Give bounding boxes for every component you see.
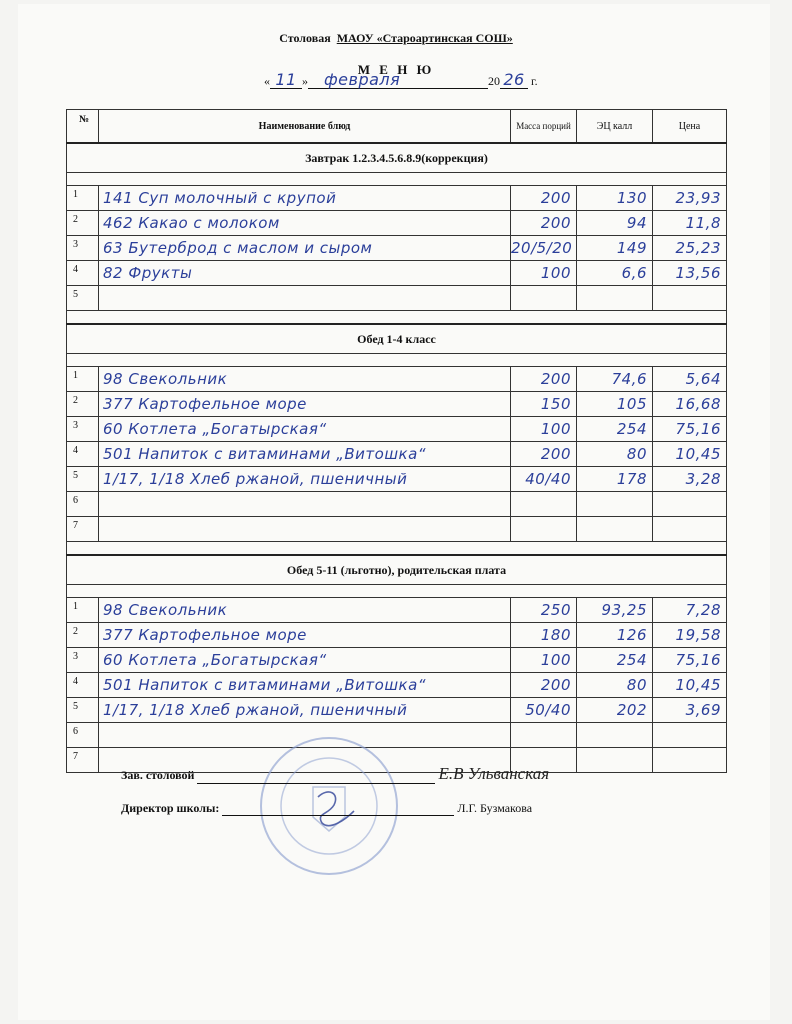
gap-cell bbox=[67, 585, 727, 598]
section-title-row bbox=[67, 555, 727, 585]
dish-kcal bbox=[577, 517, 653, 542]
dish-price: 3,69 bbox=[653, 698, 727, 723]
dish-price: 10,45 bbox=[653, 442, 727, 467]
dish-price bbox=[653, 748, 727, 773]
dish-name bbox=[99, 286, 511, 311]
dish-name: 462 Какао с молоком bbox=[99, 211, 511, 236]
dish-kcal: 74,6 bbox=[577, 367, 653, 392]
section-gap bbox=[67, 354, 727, 367]
table-row bbox=[67, 261, 727, 286]
row-number: 2 bbox=[67, 392, 99, 417]
table-row bbox=[67, 598, 727, 623]
table-row bbox=[67, 442, 727, 467]
dish-kcal: 80 bbox=[577, 673, 653, 698]
row-number: 2 bbox=[67, 211, 99, 236]
director-signature-row bbox=[121, 801, 532, 816]
title-prefix: Столовая bbox=[279, 31, 331, 45]
dish-price: 10,45 bbox=[653, 673, 727, 698]
dish-price: 19,58 bbox=[653, 623, 727, 648]
head-name: Е.В Ульванская bbox=[438, 764, 550, 783]
section-spacer bbox=[67, 311, 727, 325]
date-close-quote: » bbox=[302, 74, 308, 88]
header-price: Цена bbox=[653, 110, 727, 144]
dish-mass: 40/40 bbox=[511, 467, 577, 492]
dish-kcal bbox=[577, 492, 653, 517]
table-row bbox=[67, 417, 727, 442]
dish-mass: 200 bbox=[511, 367, 577, 392]
dish-name: 377 Картофельное море bbox=[99, 392, 511, 417]
dish-price bbox=[653, 286, 727, 311]
section-gap bbox=[67, 585, 727, 598]
dish-kcal: 254 bbox=[577, 417, 653, 442]
menu-heading: М Е Н Ю bbox=[357, 62, 435, 77]
dish-mass: 100 bbox=[511, 648, 577, 673]
dish-price: 7,28 bbox=[653, 598, 727, 623]
dish-price bbox=[653, 723, 727, 748]
dish-kcal bbox=[577, 723, 653, 748]
dish-kcal: 126 bbox=[577, 623, 653, 648]
table-row bbox=[67, 467, 727, 492]
dish-price: 5,64 bbox=[653, 367, 727, 392]
dish-kcal: 178 bbox=[577, 467, 653, 492]
dish-name: 82 Фрукты bbox=[99, 261, 511, 286]
section-title-row bbox=[67, 324, 727, 354]
dish-kcal: 105 bbox=[577, 392, 653, 417]
row-number: 6 bbox=[67, 723, 99, 748]
row-number: 5 bbox=[67, 286, 99, 311]
section-title: Обед 5-11 (льготно), родительская плата bbox=[67, 555, 727, 585]
table-row bbox=[67, 286, 727, 311]
row-number: 3 bbox=[67, 648, 99, 673]
dish-name: 60 Котлета „Богатырская“ bbox=[99, 417, 511, 442]
dish-mass bbox=[511, 517, 577, 542]
dish-kcal: 93,25 bbox=[577, 598, 653, 623]
dish-name: 501 Напиток с витаминами „Витошка“ bbox=[99, 673, 511, 698]
dish-price: 13,56 bbox=[653, 261, 727, 286]
school-name: МАОУ «Староартинская СОШ» bbox=[336, 31, 513, 45]
head-label: Зав. столовой bbox=[121, 768, 195, 782]
section-title-row bbox=[67, 143, 727, 173]
dish-price: 23,93 bbox=[653, 186, 727, 211]
table-row bbox=[67, 517, 727, 542]
dish-price: 3,28 bbox=[653, 467, 727, 492]
dish-name: 377 Картофельное море bbox=[99, 623, 511, 648]
row-number: 4 bbox=[67, 673, 99, 698]
dish-mass: 200 bbox=[511, 673, 577, 698]
dish-kcal: 130 bbox=[577, 186, 653, 211]
row-number: 7 bbox=[67, 517, 99, 542]
dish-mass: 200 bbox=[511, 442, 577, 467]
dish-mass bbox=[511, 286, 577, 311]
dish-name: 98 Свекольник bbox=[99, 367, 511, 392]
row-number: 3 bbox=[67, 417, 99, 442]
date-open-quote: « bbox=[264, 74, 270, 88]
table-row bbox=[67, 211, 727, 236]
table-row bbox=[67, 236, 727, 261]
dish-mass: 100 bbox=[511, 417, 577, 442]
dish-mass: 100 bbox=[511, 261, 577, 286]
table-row bbox=[67, 698, 727, 723]
section-gap bbox=[67, 173, 727, 186]
table-row bbox=[67, 367, 727, 392]
row-number: 1 bbox=[67, 598, 99, 623]
dish-kcal: 254 bbox=[577, 648, 653, 673]
dish-price bbox=[653, 492, 727, 517]
row-number: 6 bbox=[67, 492, 99, 517]
dish-mass bbox=[511, 492, 577, 517]
row-number: 5 bbox=[67, 698, 99, 723]
dish-kcal bbox=[577, 748, 653, 773]
table-row bbox=[67, 492, 727, 517]
dish-name bbox=[99, 517, 511, 542]
dish-mass: 50/40 bbox=[511, 698, 577, 723]
dish-mass: 200 bbox=[511, 186, 577, 211]
dish-mass: 250 bbox=[511, 598, 577, 623]
gap-cell bbox=[67, 354, 727, 367]
document-title bbox=[0, 31, 792, 46]
dish-kcal: 80 bbox=[577, 442, 653, 467]
table-row bbox=[67, 648, 727, 673]
menu-date bbox=[264, 70, 538, 89]
section-spacer bbox=[67, 542, 727, 556]
dish-kcal bbox=[577, 286, 653, 311]
section-title: Обед 1-4 класс bbox=[67, 324, 727, 354]
date-year-prefix: 20 bbox=[488, 74, 500, 88]
header-num: № bbox=[67, 110, 99, 144]
dish-mass: 200 bbox=[511, 211, 577, 236]
header-kcal: ЭЦ калл bbox=[577, 110, 653, 144]
dish-name: 501 Напиток с витаминами „Витошка“ bbox=[99, 442, 511, 467]
spacer-cell bbox=[67, 542, 727, 556]
menu-table bbox=[66, 109, 727, 773]
dish-price: 75,16 bbox=[653, 417, 727, 442]
date-day: 11 bbox=[275, 70, 297, 89]
director-label: Директор школы: bbox=[121, 801, 220, 815]
row-number: 1 bbox=[67, 186, 99, 211]
date-year-suffix: 26 bbox=[503, 70, 525, 89]
director-name: Л.Г. Бузмакова bbox=[457, 801, 533, 815]
menu-body bbox=[67, 143, 727, 773]
dish-mass: 20/5/20 bbox=[511, 236, 577, 261]
table-row bbox=[67, 623, 727, 648]
head-signature-row bbox=[121, 764, 549, 784]
row-number: 4 bbox=[67, 261, 99, 286]
dish-price: 25,23 bbox=[653, 236, 727, 261]
table-row bbox=[67, 392, 727, 417]
dish-price: 11,8 bbox=[653, 211, 727, 236]
date-month: февраля bbox=[324, 70, 401, 89]
table-row bbox=[67, 673, 727, 698]
dish-name: 1/17, 1/18 Хлеб ржаной, пшеничный bbox=[99, 467, 511, 492]
dish-price: 75,16 bbox=[653, 648, 727, 673]
row-number: 1 bbox=[67, 367, 99, 392]
header-mass: Масса порций bbox=[511, 110, 577, 144]
spacer-cell bbox=[67, 311, 727, 325]
dish-mass: 150 bbox=[511, 392, 577, 417]
row-number: 7 bbox=[67, 748, 99, 773]
dish-price bbox=[653, 517, 727, 542]
dish-name: 141 Суп молочный с крупой bbox=[99, 186, 511, 211]
row-number: 5 bbox=[67, 467, 99, 492]
gap-cell bbox=[67, 173, 727, 186]
dish-kcal: 149 bbox=[577, 236, 653, 261]
table-row bbox=[67, 186, 727, 211]
dish-name: 1/17, 1/18 Хлеб ржаной, пшеничный bbox=[99, 698, 511, 723]
dish-mass: 180 bbox=[511, 623, 577, 648]
dish-kcal: 94 bbox=[577, 211, 653, 236]
dish-name bbox=[99, 492, 511, 517]
dish-name: 98 Свекольник bbox=[99, 598, 511, 623]
date-year-end: г. bbox=[531, 74, 538, 88]
dish-kcal: 202 bbox=[577, 698, 653, 723]
dish-mass bbox=[511, 723, 577, 748]
row-number: 2 bbox=[67, 623, 99, 648]
row-number: 4 bbox=[67, 442, 99, 467]
dish-price: 16,68 bbox=[653, 392, 727, 417]
header-name: Наименование блюд bbox=[99, 110, 511, 144]
dish-name: 63 Бутерброд с маслом и сыром bbox=[99, 236, 511, 261]
row-number: 3 bbox=[67, 236, 99, 261]
dish-kcal: 6,6 bbox=[577, 261, 653, 286]
table-header-row bbox=[67, 110, 727, 144]
section-title: Завтрак 1.2.3.4.5.6.8.9(коррекция) bbox=[67, 143, 727, 173]
dish-name: 60 Котлета „Богатырская“ bbox=[99, 648, 511, 673]
